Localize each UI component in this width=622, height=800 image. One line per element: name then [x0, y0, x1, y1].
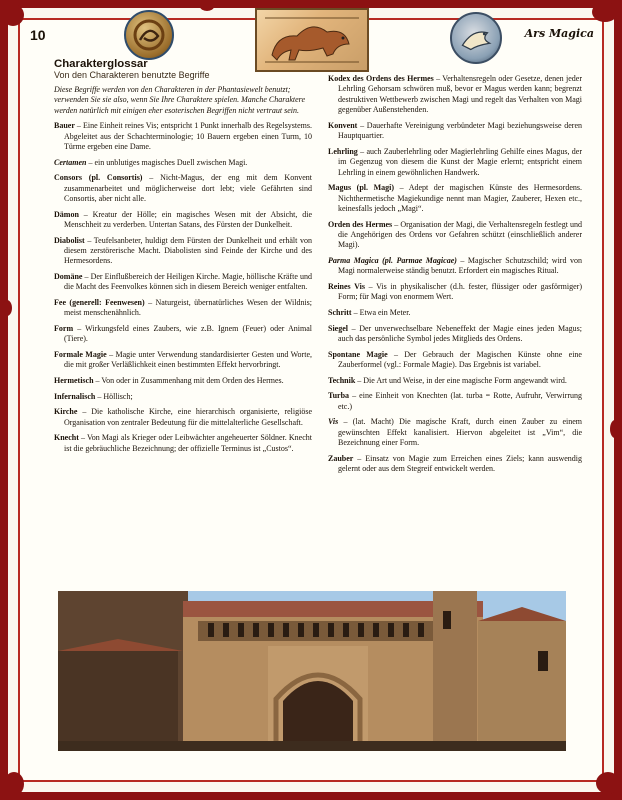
glossary-definition: – Magie unter Verwendung standardisierter Gesten und Worte, die mit großer Verläßlichkeit einen bestimmten Effekt hervorbringt. — [64, 350, 312, 370]
glossary-term: Consors (pl. Consortis) — [54, 173, 143, 183]
glossary-entry — [328, 350, 582, 371]
glossary-term: Magus (pl. Magi) — [328, 183, 395, 193]
glossary-intro: Diese Begriffe werden von den Charakteren in der Phantasiewelt benutzt; verwenden Sie sie also, wenn Sie Ihre Charaktere spielen. Manche Charaktere werden natürlich mit einigen eher esoterischen Begriffen nicht vertraut sein. — [54, 85, 306, 115]
glossary-term: Certamen — [54, 157, 87, 167]
glossary-definition: – Die katholische Kirche, eine hierarchisch organisierte, religiöse Organisation von zentraler Bedeutung für die mittelalterliche Gesellschaft. — [64, 407, 312, 427]
glossary-entry — [328, 74, 582, 116]
glossary-subtitle: Von den Charakteren benutzte Begriffe — [54, 70, 210, 80]
glossary-definition: – Von Magi als Krieger oder Leibwächter angeheuerter Söldner. Knecht ist die gebräuchliche Bezeichnung; der offizielle Terminus ist „Custos“. — [64, 433, 312, 453]
splatter-decoration — [2, 4, 24, 26]
glossary-definition: – auch Zauberlehrling oder Magierlehrling Gehilfe eines Magus, der im Gegenzug von diesem die Kunst der Magie erlernt; entspricht einem Lehrling in einem gewöhnlichen Handwerk. — [338, 146, 582, 177]
glossary-term: Hermetisch — [54, 376, 94, 386]
glossary-right-column — [328, 74, 582, 480]
glossary-definition: – (lat. Macht) Die magische Kraft, durch einen Zauber zu einem gewünschten Effekt kanalisiert. Hiervon abgeleitet ist „Vim“, die Bezeichnung einer Form. — [338, 417, 582, 448]
glossary-term: Parma Magica (pl. Parmae Magicae) — [328, 256, 457, 266]
glossary-term: Fee (generell: Feenwesen) — [54, 298, 145, 308]
glossary-definition: – Von oder in Zusammenhang mit dem Orden des Hermes. — [93, 376, 284, 386]
glossary-entry — [54, 236, 312, 267]
glossary-definition: – Einsatz von Magie zum Erreichen eines Ziels; kann auswendig gelernt oder aus dem Stegreif entwickelt werden. — [338, 453, 582, 474]
glossary-term: Konvent — [328, 120, 358, 130]
header-title: Ars Magica — [524, 27, 594, 40]
glossary-entry — [54, 272, 312, 293]
glossary-definition: – Organisation der Magi, die Verhaltensregeln festlegt und die Angehörigen des Ordens vor Gefahren schützt (einschließlich anderer Magi). — [338, 219, 582, 250]
glossary-entry — [54, 407, 312, 428]
glossary-term: Reines Vis — [328, 282, 365, 292]
glossary-definition: – eine Einheit von Knechten (lat. turba = Rotte, Aufruhr, Verwirrung etc.) — [338, 391, 582, 411]
glossary-title: Charakterglossar — [54, 58, 148, 70]
glossary-definition: – Vis in physikalischer (d.h. fester, flüssiger oder gasförmiger) Form; für Magi von enormem Wert. — [338, 282, 582, 302]
glossary-entry — [328, 147, 582, 178]
glossary-term: Knecht — [54, 433, 79, 443]
glossary-definition: – ein unblutiges magisches Duell zwischen Magi. — [86, 157, 248, 167]
glossary-definition: – Kreatur der Hölle; ein magisches Wesen mit der Absicht, die Menschheit zu verderben. Untertan Satans, des Fürsten der Dunkelheit. — [64, 209, 312, 230]
glossary-term: Form — [54, 324, 74, 334]
splatter-decoration — [592, 2, 618, 22]
glossary-term: Orden des Hermes — [328, 219, 393, 229]
glossary-entry — [54, 392, 312, 402]
glossary-definition: – Der unverwechselbare Nebeneffekt der Magie eines jeden Magus; auch das persönliche Symbol jedes Mitglieds des Ordens. — [338, 323, 582, 344]
glossary-entry — [54, 433, 312, 454]
glossary-entry-list — [328, 74, 582, 474]
glossary-entry — [54, 376, 312, 386]
glossary-term: Bauer — [54, 121, 75, 131]
glossary-term: Schritt — [328, 308, 352, 318]
glossary-definition: – Dauerhafte Vereinigung verbündeter Magi beziehungsweise deren Hauptquartier. — [338, 120, 582, 141]
glossary-definition: – Naturgeist, übernatürliches Wesen der Wildnis; meist menschenähnlich. — [64, 298, 313, 318]
glossary-definition: – Teufelsanbeter, huldigt dem Fürsten der Dunkelheit und erhält von diesem zerstörerische Macht. Diabolisten sind Feinde der Kirche und des Hermesordens. — [64, 235, 312, 266]
glossary-term: Infernalisch — [54, 391, 96, 401]
glossary-term: Kodex des Ordens des Hermes — [328, 74, 434, 83]
glossary-entry — [54, 298, 312, 319]
glossary-term: Vis — [328, 417, 339, 427]
splatter-decoration — [610, 420, 620, 438]
glossary-definition: – Etwa ein Meter. — [351, 308, 411, 318]
glossary-entry-list — [54, 121, 312, 454]
glossary-definition: – Die Art und Weise, in der eine magische Form angewandt wird. — [355, 375, 567, 385]
glossary-entry — [328, 282, 582, 303]
glossary-term: Siegel — [328, 323, 348, 333]
glossary-term: Dämon — [54, 209, 79, 219]
glossary-entry — [328, 256, 582, 277]
serpent-emblem-icon — [124, 10, 174, 60]
glossary-term: Domäne — [54, 272, 83, 282]
glossary-definition: – Höllisch; — [95, 391, 133, 401]
glossary-term: Technik — [328, 375, 356, 385]
glossary-entry — [328, 183, 582, 214]
glossary-left-column — [54, 58, 312, 459]
glossary-entry — [54, 324, 312, 345]
glossary-definition: – Der Einflußbereich der Heiligen Kirche. Magie, höllische Kräfte und die Macht des Feenvolkes können sich in diesem Bereich weniger entfalten. — [64, 272, 312, 292]
glossary-term: Lehrling — [328, 146, 358, 156]
glossary-entry — [328, 454, 582, 475]
splatter-decoration — [596, 772, 620, 794]
glossary-definition: – Der Gebrauch der Magischen Künste ohne eine Zauberformel (vgl.: Formale Magie). Das Ergebnis ist variabel. — [338, 349, 582, 370]
splatter-decoration — [200, 2, 214, 11]
glossary-entry — [54, 173, 312, 204]
bird-emblem-icon — [450, 12, 502, 64]
glossary-definition: – Eine Einheit reines Vis; entspricht 1 Punkt innerhalb des Regelsystems. Abgeleitet aus der Schachterminologie; 10 Bauern ergeben einen Turm, 10 Türme ergeben eine Dame. — [64, 121, 312, 152]
glossary-term: Spontane Magie — [328, 349, 388, 359]
glossary-definition: – Magischer Schutzschild; wird von Magi normalerweise ständig benutzt. Erfordert ein magisches Ritual. — [338, 256, 582, 276]
glossary-definition: – Wirkungsfeld eines Zaubers, wie z.B. Ignem (Feuer) oder Animal (Tiere). — [64, 324, 312, 344]
romanesque-church-photo — [58, 591, 566, 751]
glossary-definition: – Adept der magischen Künste des Hermesordens. Nichthermetische Magiekundige nennt man Magier, Zauberer, Hexen etc., keinesfalls jedoch „Magi“. — [338, 183, 582, 214]
glossary-entry — [328, 220, 582, 251]
glossary-entry — [328, 121, 582, 142]
glossary-definition: – Verhaltensregeln oder Gesetze, denen jeder Lehrling Gehorsam schwören muß, bevor er Magus werden kann; begrenzt destruktiven Wettbewerb zwischen Magi und regelt das Verhalten von Magi gegenüber Außenstehenden. — [338, 74, 583, 115]
splatter-decoration — [4, 772, 24, 796]
glossary-entry — [54, 350, 312, 371]
glossary-definition: – Nicht-Magus, der eng mit dem Konvent zusammenarbeitet und möglicherweise dort lebt; viele Gefährten sind Consortis, aber nicht alle. — [64, 173, 312, 204]
splatter-decoration — [2, 300, 12, 316]
page-number: 10 — [30, 27, 46, 43]
glossary-term: Kirche — [54, 407, 78, 417]
glossary-entry — [328, 391, 582, 412]
glossary-entry — [54, 121, 312, 152]
glossary-entry — [328, 308, 582, 318]
glossary-term: Formale Magie — [54, 350, 107, 360]
glossary-entry — [54, 210, 312, 231]
glossary-term: Zauber — [328, 453, 354, 463]
glossary-entry — [328, 324, 582, 345]
glossary-entry — [328, 376, 582, 386]
glossary-entry — [54, 158, 312, 168]
glossary-entry — [328, 417, 582, 448]
glossary-term: Diabolist — [54, 235, 85, 245]
glossary-term: Turba — [328, 391, 350, 401]
